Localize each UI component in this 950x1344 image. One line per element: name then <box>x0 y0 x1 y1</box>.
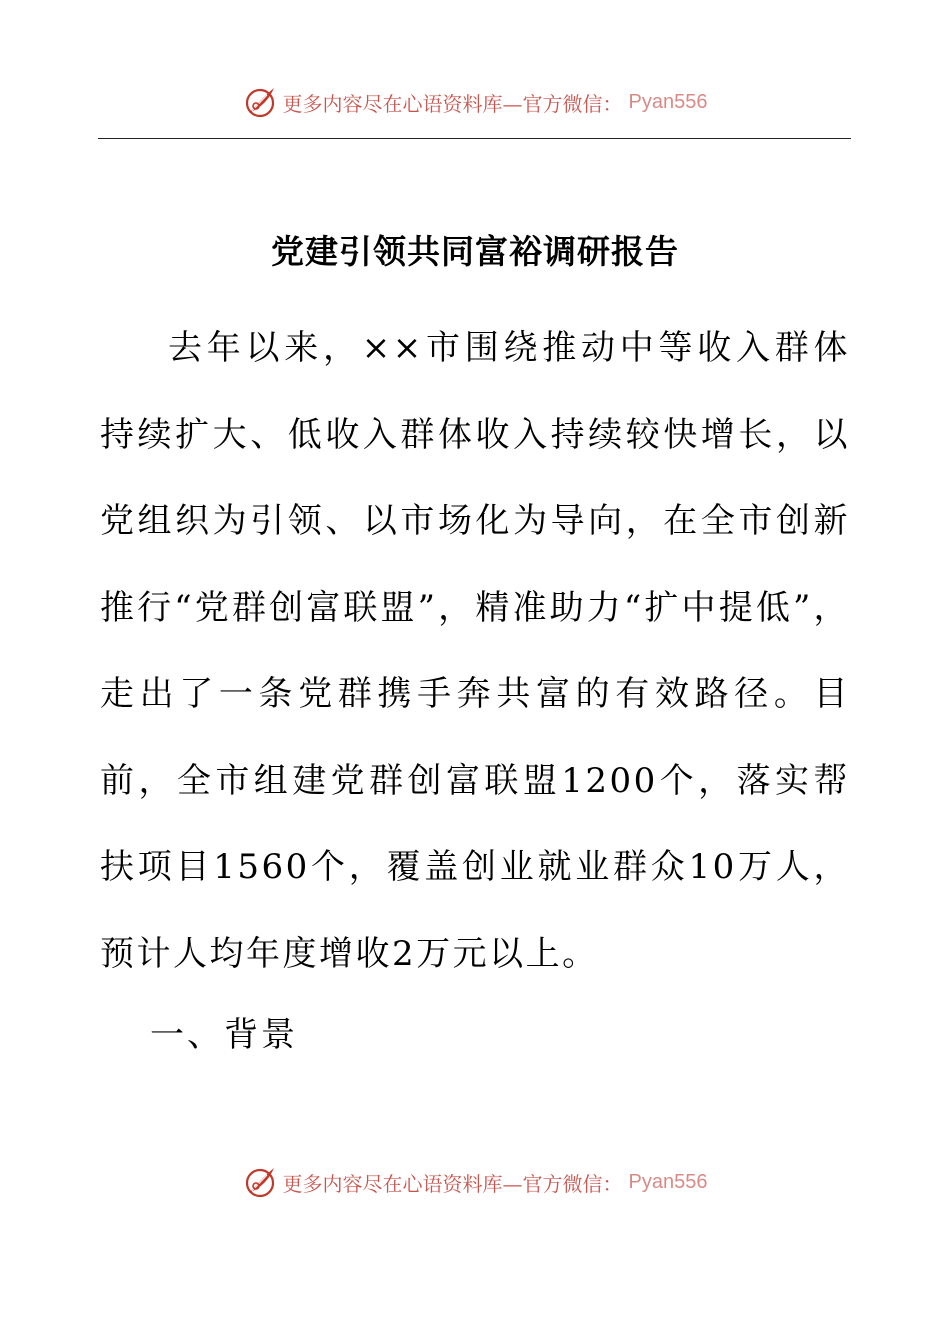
header-banner-text: 更多内容尽在心语资料库—官方微信： <box>282 91 623 116</box>
intro-paragraph: 去年以来，××市围绕推动中等收入群体持续扩大、低收入群体收入持续较快增长，以党组织为引领、以市场化为导向，在全市创新推行“党群创富联盟”，精准助力“扩中提低”，走出了一条党群携手奔共富的有效路径。目前，全市组建党群创富联盟1200个，落实帮扶项目1560个，覆盖创业就业群众10万人，预计人均年度增收2万元以上。 <box>100 328 850 974</box>
section-heading-background: 一、背景 <box>150 1015 298 1055</box>
header-wechat-id: Pyan556 <box>628 90 708 113</box>
footer-wechat-id: Pyan556 <box>628 1170 708 1193</box>
document-title: 党建引领共同富裕调研报告 <box>271 232 679 272</box>
header-banner <box>0 80 950 124</box>
footer-banner-text: 更多内容尽在心语资料库—官方微信： <box>282 1171 623 1196</box>
quill-logo-icon <box>243 1165 277 1199</box>
header-divider <box>98 138 851 139</box>
quill-logo-icon <box>243 85 277 119</box>
footer-banner-content <box>243 1165 708 1199</box>
footer-banner <box>0 1160 950 1204</box>
header-banner-content <box>243 85 708 119</box>
